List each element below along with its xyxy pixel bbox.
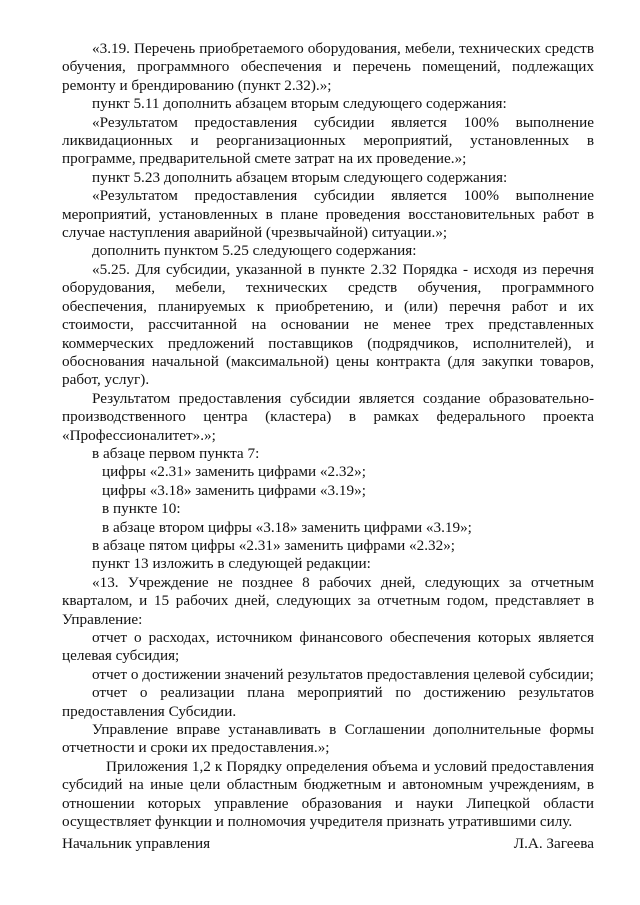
paragraph: отчет о расходах, источником финансового обеспечения которых является целевая субсидия; xyxy=(62,629,594,665)
paragraph: отчет о реализации плана мероприятий по достижению результатов предоставления Субсидии. xyxy=(62,684,594,720)
signature-block xyxy=(62,835,594,853)
paragraph: в абзаце втором цифры «3.18» заменить цифрами «3.19»; xyxy=(102,518,472,536)
paragraph: дополнить пунктом 5.25 следующего содержания: xyxy=(92,242,417,260)
paragraph: цифры «3.18» заменить цифрами «3.19»; xyxy=(102,481,366,499)
paragraph: «Результатом предоставления субсидии является 100% выполнение мероприятий, установленных в плане проведения восстановительных работ в случае наступления аварийной (чрезвычайной) ситуации.»; xyxy=(62,187,594,242)
paragraph: в пункте 10: xyxy=(102,500,181,518)
paragraph: Приложения 1,2 к Порядку определения объема и условий предоставления субсидий на иные цели областным бюджетным и автономным учреждениям, в отношении которых управление образования и науки Липецкой области осуществляет функции и полномочия учредителя признать утратившими силу. xyxy=(62,757,594,831)
paragraph: Управление вправе устанавливать в Соглашении дополнительные формы отчетности и сроки их предоставления.»; xyxy=(62,721,594,757)
paragraph: «3.19. Перечень приобретаемого оборудования, мебели, технических средств обучения, программного обеспечения и перечень помещений, подлежащих ремонту и брендированию (пункт 2.32).»; xyxy=(62,40,594,94)
paragraph: «Результатом предоставления субсидии является 100% выполнение ликвидационных и реорганизационных мероприятий, установленных в программе, предварительной смете затрат на их проведение.»; xyxy=(62,113,594,168)
paragraph: пункт 5.11 дополнить абзацем вторым следующего содержания: xyxy=(92,95,507,113)
paragraph: цифры «2.31» заменить цифрами «2.32»; xyxy=(102,463,366,481)
document-body xyxy=(62,40,594,831)
paragraph: в абзаце первом пункта 7: xyxy=(92,444,260,462)
paragraph: Результатом предоставления субсидии является создание образовательно-производственного центра (кластера) в рамках федерального проекта «Профессионалитет».»; xyxy=(62,389,594,444)
signatory-name: Л.А. Загеева xyxy=(513,835,594,852)
paragraph: пункт 5.23 дополнить абзацем вторым следующего содержания: xyxy=(92,168,508,186)
paragraph: «13. Учреждение не позднее 8 рабочих дней, следующих за отчетным кварталом, и 15 рабочих дней, следующих за отчетным годом, представляет в Управление: xyxy=(62,573,594,628)
paragraph: отчет о достижении значений результатов предоставления целевой субсидии; xyxy=(92,665,594,683)
paragraph: «5.25. Для субсидии, указанной в пункте 2.32 Порядка - исходя из перечня оборудования, мебели, технических средств обучения, программного обеспечения, планируемых к приобретению, и (или) перечня работ и их стоимости, рассчитанной на основании не менее трех представленных коммерческих предложений поставщиков (подрядчиков, исполнителей), и обоснования начальной (максимальной) цены контракта (для закупки товаров, работ, услуг). xyxy=(62,260,594,389)
paragraph: в абзаце пятом цифры «2.31» заменить цифрами «2.32»; xyxy=(92,536,456,554)
signatory-position: Начальник управления xyxy=(62,835,211,852)
paragraph: пункт 13 изложить в следующей редакции: xyxy=(92,555,371,573)
